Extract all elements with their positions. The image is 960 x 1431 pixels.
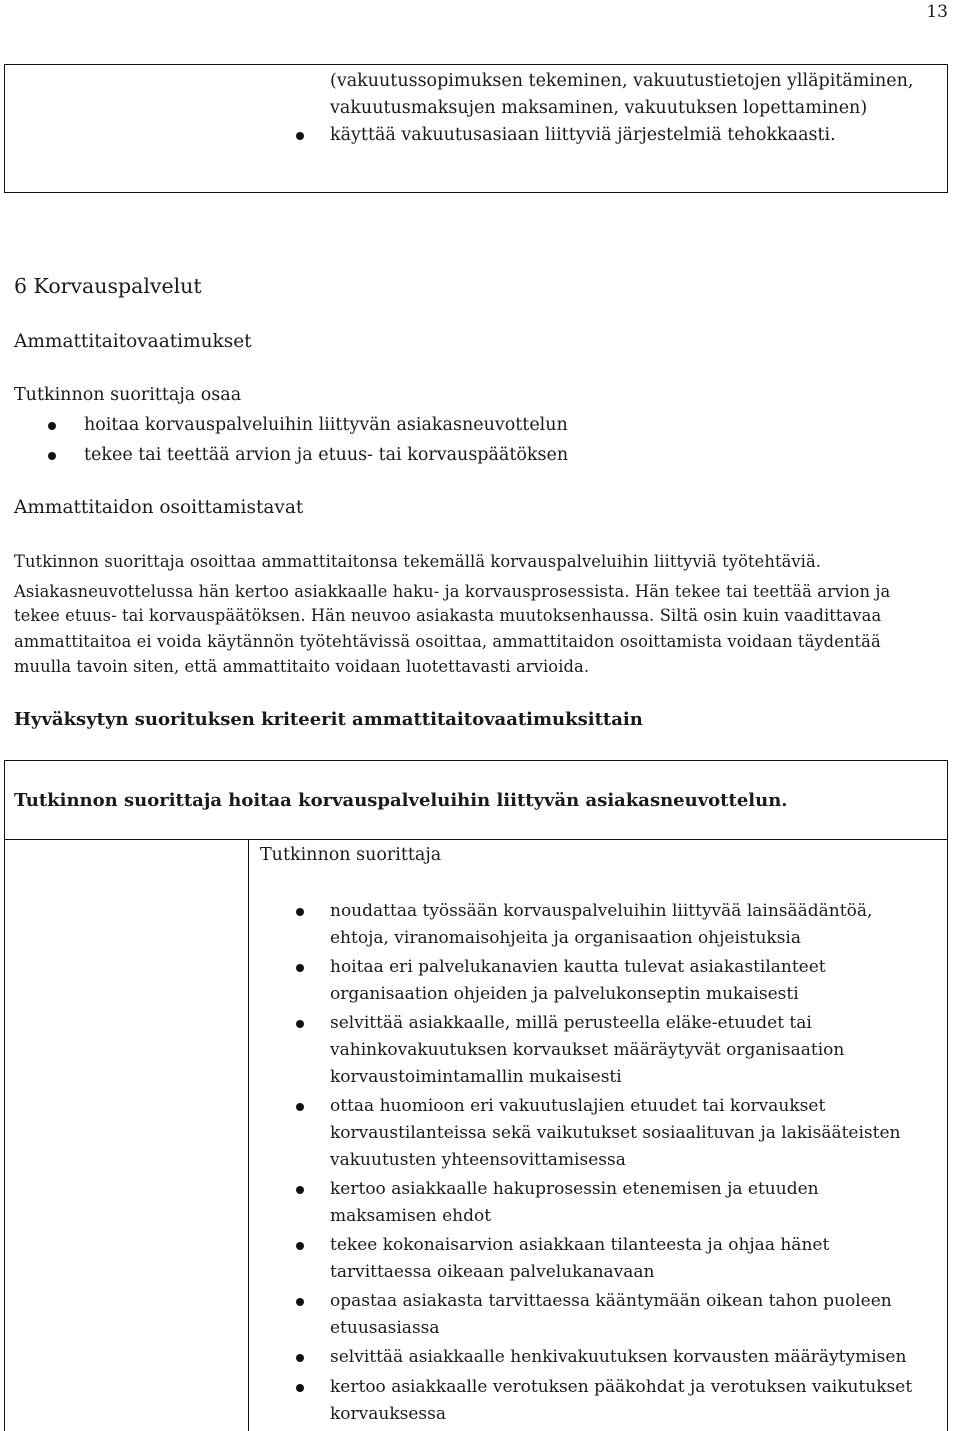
criteria-item-line: korvauksessa [330, 1404, 447, 1424]
criteria-item-line: selvittää asiakkaalle, millä perusteella eläke-etuudet tai [330, 1013, 812, 1033]
criteria-item-line: organisaation ohjeiden ja palvelukonseptin mukaisesti [330, 984, 799, 1004]
criteria-item-line: selvittää asiakkaalle henkivakuutuksen korvausten määräytymisen [330, 1347, 907, 1367]
bullet-icon [296, 964, 304, 972]
criteria-heading: Hyväksytyn suorituksen kriteerit ammattitaitovaatimuksittain [14, 709, 643, 730]
criteria-column-divider [248, 839, 249, 1431]
criteria-item-line: etuusasiassa [330, 1318, 440, 1338]
bullet-icon [48, 422, 56, 430]
demonstration-heading: Ammattitaidon osoittamistavat [14, 497, 304, 518]
requirements-intro: Tutkinnon suorittaja osaa [14, 385, 242, 405]
requirements-heading: Ammattitaitovaatimukset [14, 331, 252, 352]
continuation-text-line-1: (vakuutussopimuksen tekeminen, vakuutustietojen ylläpitäminen, [330, 71, 914, 91]
criteria-item-line: hoitaa eri palvelukanavien kautta tulevat asiakastilanteet [330, 957, 826, 977]
section-title: 6 Korvauspalvelut [14, 274, 202, 298]
demonstration-paragraph-line: muulla tavoin siten, että ammattitaito voidaan luotettavasti arvioida. [14, 657, 590, 676]
bullet-icon [296, 1242, 304, 1250]
criteria-item-line: kertoo asiakkaalle verotuksen pääkohdat ja verotuksen vaikutukset [330, 1377, 913, 1397]
bullet-icon [296, 1298, 304, 1306]
bullet-icon [296, 1103, 304, 1111]
criteria-item-line: tekee kokonaisarvion asiakkaan tilanteesta ja ohjaa hänet [330, 1235, 830, 1255]
criteria-table-heading: Tutkinnon suorittaja hoitaa korvauspalveluihin liittyvän asiakasneuvottelun. [14, 790, 788, 811]
bullet-icon [48, 452, 56, 460]
bullet-icon [296, 908, 304, 916]
demonstration-paragraph-line: tekee etuus- tai korvauspäätöksen. Hän neuvoo asiakasta muutoksenhaussa. Siltä osin kuin vaadittavaa [14, 606, 882, 625]
bullet-icon [296, 1186, 304, 1194]
criteria-column-intro: Tutkinnon suorittaja [260, 845, 442, 865]
table-column-divider [4, 64, 248, 193]
bullet-icon [296, 1354, 304, 1362]
requirement-item: hoitaa korvauspalveluihin liittyvän asiakasneuvottelun [84, 415, 568, 435]
criteria-item-line: vahinkovakuutuksen korvaukset määräytyvät organisaation [330, 1040, 845, 1060]
criteria-item-line: korvaustoimintamallin mukaisesti [330, 1067, 622, 1087]
demonstration-paragraph-line: Asiakasneuvottelussa hän kertoo asiakkaalle haku- ja korvausprosessista. Hän tekee tai teettää arvion ja [14, 582, 891, 601]
continuation-bullet-text: käyttää vakuutusasiaan liittyviä järjestelmiä tehokkaasti. [330, 125, 836, 145]
criteria-item-line: opastaa asiakasta tarvittaessa kääntymään oikean tahon puoleen [330, 1291, 892, 1311]
criteria-item-line: noudattaa työssään korvauspalveluihin liittyvää lainsäädäntöä, [330, 901, 873, 921]
requirement-item: tekee tai teettää arvion ja etuus- tai korvauspäätöksen [84, 445, 569, 465]
criteria-item-line: korvaustilanteissa sekä vaikutukset sosiaalituvan ja lakisääteisten [330, 1123, 901, 1143]
criteria-row-divider [4, 839, 948, 840]
continuation-text-line-2: vakuutusmaksujen maksaminen, vakuutuksen lopettaminen) [330, 98, 868, 118]
bullet-icon [296, 1384, 304, 1392]
bullet-icon [296, 1020, 304, 1028]
demonstration-paragraph-line: Tutkinnon suorittaja osoittaa ammattitaitonsa tekemällä korvauspalveluihin liittyviä työtehtäviä. [14, 552, 822, 571]
bullet-icon [296, 132, 304, 140]
criteria-item-line: vakuutusten yhteensovittamisessa [330, 1150, 626, 1170]
criteria-item-line: tarvittaessa oikeaan palvelukanavaan [330, 1262, 655, 1282]
criteria-item-line: ehtoja, viranomaisohjeita ja organisaation ohjeistuksia [330, 928, 801, 948]
criteria-item-line: kertoo asiakkaalle hakuprosessin etenemisen ja etuuden [330, 1179, 819, 1199]
criteria-item-line: ottaa huomioon eri vakuutuslajien etuudet tai korvaukset [330, 1096, 826, 1116]
demonstration-paragraph-line: ammattitaitoa ei voida käytännön työtehtävissä osoittaa, ammattitaidon osoittamista voidaan täydentää [14, 632, 881, 651]
criteria-item-line: maksamisen ehdot [330, 1206, 492, 1226]
page-number: 13 [926, 2, 948, 22]
